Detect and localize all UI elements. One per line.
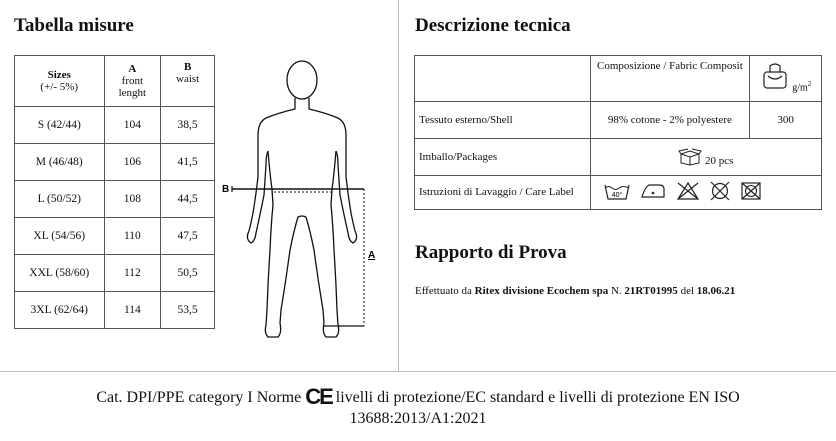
label-b: B	[222, 184, 230, 195]
a-cell: 104	[104, 107, 161, 144]
footer-standard-number: 13688:2013/A1:2021	[349, 410, 487, 427]
b-cell: 50,5	[161, 255, 215, 292]
composition-header: Composizione / Fabric Composit	[590, 56, 750, 102]
body-measurement-figure	[218, 55, 390, 355]
table-row	[15, 181, 215, 218]
table-row	[15, 218, 215, 255]
size-cell: S (42/44)	[15, 107, 105, 144]
no-tumble-dry-icon	[740, 181, 762, 201]
size-cell: M (46/48)	[15, 144, 105, 181]
report-date: 18.06.21	[696, 285, 736, 297]
size-chart-title: Tabella misure	[14, 15, 134, 36]
report-prefix: Effettuato da	[415, 285, 472, 297]
tech-title: Descrizione tecnica	[415, 15, 571, 36]
table-row	[15, 255, 215, 292]
footer-category: Cat. DPI/PPE category I Norme	[96, 389, 302, 406]
no-dry-clean-icon	[709, 181, 731, 201]
tech-empty-cell	[415, 56, 591, 102]
b-header-title: B	[183, 61, 192, 73]
ce-mark-icon: CE	[305, 384, 332, 409]
b-column-header	[161, 56, 215, 107]
shell-composition: 98% cotone - 2% polyestere	[590, 102, 750, 139]
no-bleach-icon	[676, 181, 700, 201]
size-header-title: Sizes	[47, 69, 71, 81]
b-cell: 44,5	[161, 181, 215, 218]
size-cell: L (50/52)	[15, 181, 105, 218]
a-cell: 110	[104, 218, 161, 255]
packages-value: 20 pcs	[704, 154, 734, 167]
wash-40-icon	[603, 181, 631, 201]
size-cell: XXL (58/60)	[15, 255, 105, 292]
table-row	[15, 107, 215, 144]
weight-unit-exponent: 2	[807, 80, 812, 88]
table-row	[15, 144, 215, 181]
tech-header-row	[415, 56, 822, 102]
report-lab: Ritex divisione Ecochem spa	[474, 285, 609, 297]
weight-unit-base: g/m	[792, 82, 808, 94]
a-column-header	[104, 56, 161, 107]
a-cell: 114	[104, 292, 161, 329]
b-cell: 41,5	[161, 144, 215, 181]
shell-label: Tessuto esterno/Shell	[415, 102, 591, 139]
a-cell: 112	[104, 255, 161, 292]
report-n-label: N.	[610, 285, 622, 297]
b-header-sub: waist	[176, 73, 200, 85]
footer-standard: livelli di protezione/EC standard e livelli di protezione EN ISO	[335, 389, 740, 406]
packages-label: Imballo/Packages	[415, 139, 591, 176]
size-cell: 3XL (62/64)	[15, 292, 105, 329]
a-cell: 108	[104, 181, 161, 218]
a-header-sub1: front	[121, 75, 144, 87]
b-cell: 47,5	[161, 218, 215, 255]
packages-cell	[590, 139, 821, 176]
size-table	[14, 55, 215, 329]
b-cell: 53,5	[161, 292, 215, 329]
weight-header	[750, 56, 822, 102]
footer-norms	[0, 386, 836, 429]
iron-low-icon	[639, 181, 667, 201]
weight-scale-icon	[762, 60, 788, 90]
table-row	[415, 176, 822, 210]
report-number: 21RT01995	[624, 285, 678, 297]
size-header-tolerance: (+/- 5%)	[40, 81, 79, 93]
wash-temperature: 40°	[611, 192, 622, 199]
table-row	[415, 139, 822, 176]
label-a: A	[368, 250, 376, 261]
human-figure-outline	[247, 61, 356, 337]
tech-table	[414, 55, 822, 210]
a-header-title: A	[128, 63, 137, 75]
report-line	[415, 285, 735, 297]
a-cell: 106	[104, 144, 161, 181]
size-table-header	[15, 56, 215, 107]
b-cell: 38,5	[161, 107, 215, 144]
vertical-divider	[398, 0, 399, 371]
size-column-header	[15, 56, 105, 107]
horizontal-divider	[0, 371, 836, 372]
report-title: Rapporto di Prova	[415, 242, 567, 263]
size-cell: XL (54/56)	[15, 218, 105, 255]
weight-unit	[792, 80, 811, 93]
a-header-sub2: lenght	[118, 87, 147, 99]
report-del-label: del	[680, 285, 695, 297]
shell-weight: 300	[750, 102, 822, 139]
care-icons-cell	[590, 176, 821, 210]
table-row	[415, 102, 822, 139]
care-label: Istruzioni di Lavaggio / Care Label	[415, 176, 591, 210]
table-row	[15, 292, 215, 329]
package-box-icon	[678, 148, 702, 166]
